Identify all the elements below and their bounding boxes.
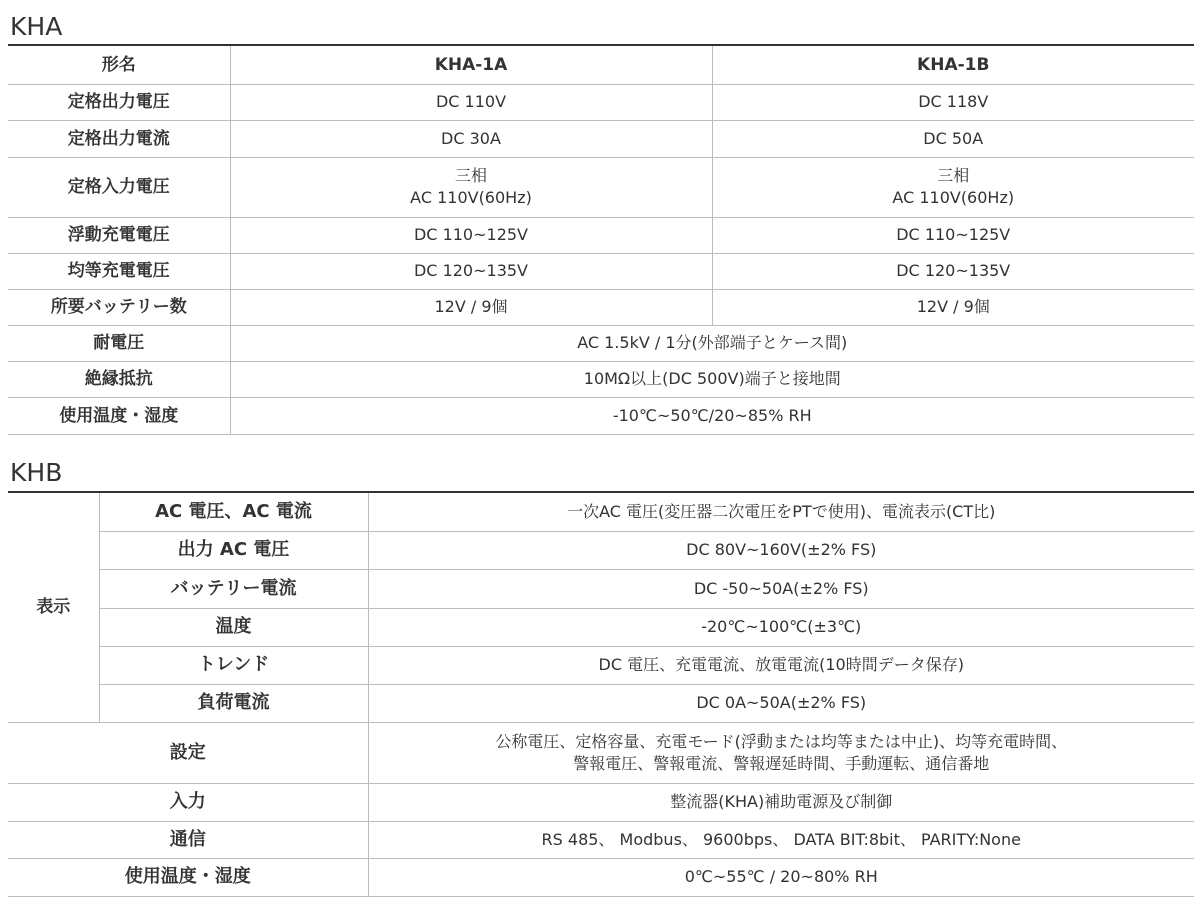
- shared-value: 10MΩ以上(DC 500V)端子と接地間: [230, 361, 1194, 397]
- khb-section-title: KHB: [10, 458, 63, 487]
- shared-value: AC 1.5kV / 1分(外部端子とケース間): [230, 325, 1194, 361]
- table-row: [8, 157, 1194, 217]
- table-row: [8, 722, 1194, 783]
- kha-1b-value: DC 118V: [712, 84, 1194, 120]
- table-row: [8, 531, 1194, 569]
- row-label: 負荷電流: [99, 684, 368, 722]
- table-row: [8, 493, 1194, 531]
- row-label: 絶縁抵抗: [8, 361, 230, 397]
- row-label: 温度: [99, 608, 368, 646]
- row-label: 耐電圧: [8, 325, 230, 361]
- settings-label: 設定: [8, 722, 368, 783]
- kha-1b-value: [712, 157, 1194, 217]
- row-label: 定格入力電圧: [8, 157, 230, 217]
- row-label: 使用温度・湿度: [8, 397, 230, 434]
- khb-spec-table: [8, 493, 1194, 897]
- row-value: -20℃~100℃(±3℃): [368, 608, 1194, 646]
- table-row: [8, 858, 1194, 896]
- kha-1a-value: DC 110~125V: [230, 217, 712, 253]
- row-label: 通信: [8, 821, 368, 858]
- table-row: [8, 783, 1194, 821]
- row-value: 0℃~55℃ / 20~80% RH: [368, 858, 1194, 896]
- table-row: [8, 569, 1194, 608]
- row-label: バッテリー電流: [99, 569, 368, 608]
- kha-1a-value: 12V / 9個: [230, 289, 712, 325]
- row-label: 使用温度・湿度: [8, 858, 368, 896]
- kha-1a-value: DC 110V: [230, 84, 712, 120]
- kha-header-row: [8, 46, 1194, 84]
- table-row: [8, 120, 1194, 157]
- settings-value: [368, 722, 1194, 783]
- row-value: DC -50~50A(±2% FS): [368, 569, 1194, 608]
- table-row: [8, 608, 1194, 646]
- kha-spec-table: [8, 46, 1194, 435]
- phase-text: 三相: [454, 166, 487, 185]
- row-label: トレンド: [99, 646, 368, 684]
- table-row: [8, 821, 1194, 858]
- row-label: 定格出力電圧: [8, 84, 230, 120]
- kha-1a-value: DC 30A: [230, 120, 712, 157]
- table-row: [8, 646, 1194, 684]
- table-row: [8, 253, 1194, 289]
- row-label: 均等充電電圧: [8, 253, 230, 289]
- row-label: 入力: [8, 783, 368, 821]
- voltage-text: AC 110V(60Hz): [892, 188, 1015, 207]
- row-label: AC 電圧、AC 電流: [99, 493, 368, 531]
- row-label: 所要バッテリー数: [8, 289, 230, 325]
- kha-1b-value: DC 120~135V: [712, 253, 1194, 289]
- table-row: [8, 289, 1194, 325]
- kha-1b-value: DC 110~125V: [712, 217, 1194, 253]
- row-value: DC 電圧、充電電流、放電電流(10時間データ保存): [368, 646, 1194, 684]
- table-row: [8, 684, 1194, 722]
- kha-1a-value: [230, 157, 712, 217]
- display-group-label: 表示: [8, 493, 99, 722]
- table-row: [8, 397, 1194, 434]
- row-value: DC 0A~50A(±2% FS): [368, 684, 1194, 722]
- settings-line: 公称電圧、定格容量、充電モード(浮動または均等または中止)、均等充電時間、: [495, 731, 1068, 751]
- table-row: [8, 217, 1194, 253]
- table-row: [8, 361, 1194, 397]
- kha-1b-value: DC 50A: [712, 120, 1194, 157]
- row-label: 定格出力電流: [8, 120, 230, 157]
- table-row: [8, 325, 1194, 361]
- kha-section-title: KHA: [10, 12, 63, 41]
- row-label: 浮動充電電圧: [8, 217, 230, 253]
- row-value: 整流器(KHA)補助電源及び制御: [368, 783, 1194, 821]
- model-label: 形名: [8, 46, 230, 84]
- settings-line: 警報電圧、警報電流、警報遅延時間、手動運転、通信番地: [573, 753, 990, 773]
- voltage-text: AC 110V(60Hz): [410, 188, 532, 207]
- kha-1a-value: DC 120~135V: [230, 253, 712, 289]
- kha-1b-header: KHA-1B: [712, 46, 1194, 84]
- row-value: DC 80V~160V(±2% FS): [368, 531, 1194, 569]
- row-value: RS 485、 Modbus、 9600bps、 DATA BIT:8bit、 PARITY:None: [368, 821, 1194, 858]
- kha-1a-header: KHA-1A: [230, 46, 712, 84]
- row-value: 一次AC 電圧(変圧器二次電圧をPTで使用)、電流表示(CT比): [368, 493, 1194, 531]
- row-label: 出力 AC 電圧: [99, 531, 368, 569]
- phase-text: 三相: [937, 166, 970, 185]
- table-row: [8, 84, 1194, 120]
- shared-value: -10℃~50℃/20~85% RH: [230, 397, 1194, 434]
- kha-1b-value: 12V / 9個: [712, 289, 1194, 325]
